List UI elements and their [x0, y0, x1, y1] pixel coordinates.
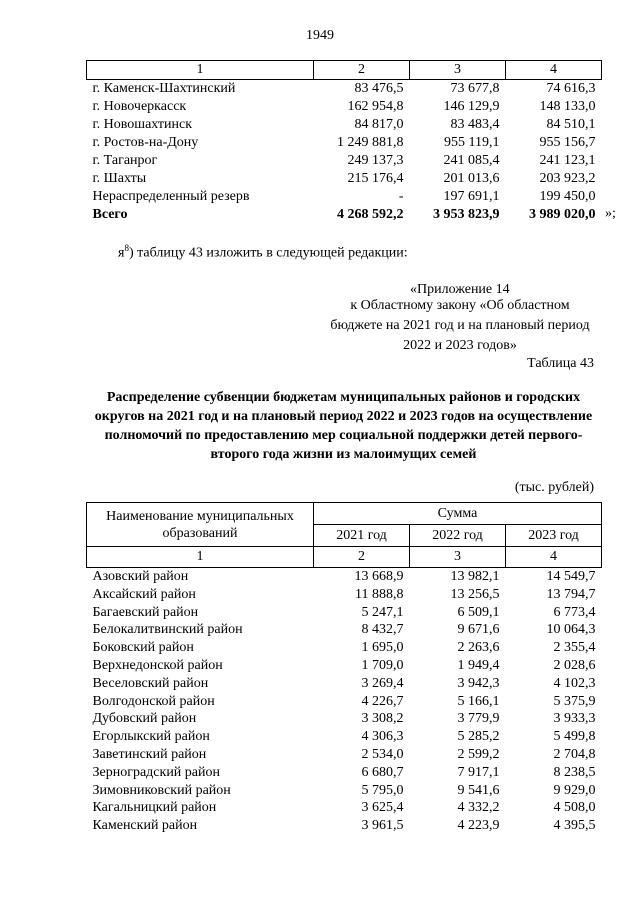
value-cell: 6 680,7: [361, 764, 404, 780]
municipality-name: г. Каменск-Шахтинский: [92, 81, 236, 96]
total-row: [87, 206, 602, 224]
value-cell: 3 942,3: [457, 675, 500, 691]
value-cell: 2 534,0: [361, 746, 404, 762]
value-cell: 83 476,5: [354, 81, 404, 96]
continued-table: [86, 60, 602, 224]
value-cell: 5 375,9: [553, 693, 596, 709]
table-row: [87, 621, 602, 639]
value-cell: 14 549,7: [546, 569, 596, 584]
table-row: [87, 639, 602, 657]
value-cell: 3 625,4: [361, 800, 404, 816]
value-cell: 8 432,7: [361, 622, 404, 638]
municipality-name: г. Ростов-на-Дону: [92, 135, 199, 150]
table-row: [87, 799, 602, 817]
table-number: Таблица 43: [527, 356, 594, 371]
total-value: 4 268 592,2: [337, 207, 404, 222]
value-cell: 13 982,1: [450, 569, 500, 584]
value-cell: 1 249 881,8: [337, 135, 404, 150]
value-cell: 955 156,7: [539, 135, 596, 150]
continued-table-body: [87, 61, 602, 225]
value-cell: 3 269,4: [361, 675, 404, 691]
value-cell: 249 137,3: [347, 153, 404, 168]
value-cell: 955 119,1: [444, 135, 500, 150]
value-cell: 3 961,5: [361, 818, 404, 834]
value-cell: 6 509,1: [457, 604, 500, 620]
column-number: 3: [410, 61, 506, 80]
table-row: [87, 604, 602, 622]
value-cell: 11 888,8: [355, 586, 404, 602]
column-number: 3: [410, 547, 506, 568]
table-row: [87, 80, 602, 99]
page-number: 1949: [306, 28, 334, 43]
value-cell: 5 285,2: [457, 729, 500, 745]
municipality-name: Зимовниковский район: [92, 782, 231, 798]
value-cell: 8 238,5: [553, 764, 596, 780]
value-cell: 3 308,2: [361, 711, 404, 727]
municipality-name: Аксайский район: [92, 586, 196, 602]
value-cell: -: [398, 189, 404, 204]
value-cell: 73 677,8: [450, 81, 500, 96]
table-row: [87, 188, 602, 206]
table-row: [87, 782, 602, 800]
value-cell: 146 129,9: [443, 99, 500, 114]
subsidy-table: [86, 502, 602, 835]
value-cell: 1 949,4: [457, 657, 500, 673]
table-row: [87, 116, 602, 134]
municipality-name: г. Новочеркасск: [92, 99, 187, 114]
value-cell: 4 306,3: [361, 729, 404, 745]
value-cell: 9 541,6: [457, 782, 500, 798]
table-row: [87, 746, 602, 764]
table-row: [87, 134, 602, 152]
year-column-header: 2023 год: [506, 525, 602, 547]
appendix-reference: к Областному закону «Об областном бюджете на 2021 год и на плановый период 2022 и 2023 годов»: [330, 298, 590, 353]
value-cell: 4 508,0: [553, 800, 596, 816]
value-cell: 4 102,3: [553, 675, 596, 691]
value-cell: 2 028,6: [553, 657, 596, 673]
table-heading: Распределение субвенции бюджетам муниципальных районов и городских округов на 2021 год и на плановый период 2022 и 2023 годов на осуществление полномочий по предоставлению мер социальной поддержки детей первого-второго года жизни из малоимущих семей: [94, 390, 593, 462]
municipality-name: Нераспределенный резерв: [92, 189, 250, 204]
value-cell: 83 483,4: [450, 117, 500, 132]
value-cell: 2 263,6: [457, 640, 500, 656]
value-cell: 5 247,1: [361, 604, 404, 620]
value-cell: 241 085,4: [443, 153, 500, 168]
value-cell: 1 709,0: [361, 657, 404, 673]
column-number: 2: [314, 547, 410, 568]
municipality-name: г. Шахты: [92, 171, 147, 186]
value-cell: 162 954,8: [347, 99, 404, 114]
footnote-ref: 8: [124, 243, 129, 253]
municipality-name: Зерноградский район: [92, 764, 220, 780]
table-row: [87, 586, 602, 604]
appendix-title: «Приложение 14: [410, 282, 510, 297]
quote-close-mark: »;: [605, 206, 616, 221]
total-value: 3 953 823,9: [433, 207, 500, 222]
value-cell: 2 355,4: [553, 640, 596, 656]
municipality-name: Веселовский район: [92, 675, 209, 691]
municipality-name: Заветинский район: [92, 746, 207, 762]
amendment-text: ) таблицу 43 изложить в следующей редакции:: [128, 245, 408, 261]
total-value: 3 989 020,0: [529, 207, 596, 222]
column-number-row: [87, 547, 602, 568]
column-number: 1: [87, 61, 314, 80]
column-number: 4: [506, 547, 602, 568]
table-row: [87, 764, 602, 782]
municipality-name: Багаевский район: [92, 604, 199, 620]
value-cell: 4 226,7: [361, 693, 404, 709]
value-cell: 3 933,3: [553, 711, 596, 727]
sum-column-header: Сумма: [314, 503, 602, 525]
value-cell: 203 923,2: [539, 171, 596, 186]
municipality-name: Кагальницкий район: [92, 800, 217, 816]
year-column-header: 2022 год: [410, 525, 506, 547]
column-number-row: [87, 61, 602, 80]
value-cell: 84 510,1: [546, 117, 596, 132]
value-cell: 74 616,3: [546, 81, 596, 96]
table-row: [87, 675, 602, 693]
value-cell: 5 499,8: [553, 729, 596, 745]
table-row: [87, 170, 602, 188]
total-label: Всего: [92, 207, 128, 222]
municipality-name: Дубовский район: [92, 711, 197, 727]
value-cell: 84 817,0: [354, 117, 404, 132]
value-cell: 201 013,6: [443, 171, 500, 186]
value-cell: 3 779,9: [457, 711, 500, 727]
value-cell: 13 794,7: [546, 586, 596, 602]
value-cell: 9 671,6: [457, 622, 500, 638]
municipality-name: Каменский район: [92, 818, 198, 834]
table-row: [87, 657, 602, 675]
value-cell: 13 256,5: [450, 586, 500, 602]
value-cell: 148 133,0: [539, 99, 596, 114]
municipality-name: Волгодонской район: [92, 693, 215, 709]
municipality-name: Белокалитвинский район: [92, 622, 243, 638]
municipality-name: Азовский район: [92, 569, 189, 584]
municipality-name: г. Новошахтинск: [92, 117, 193, 132]
table-row: [87, 693, 602, 711]
value-cell: 5 166,1: [457, 693, 500, 709]
units-label: (тыс. рублей): [514, 480, 594, 495]
municipality-name: Верхнедонской район: [92, 657, 223, 673]
column-number: 4: [506, 61, 602, 80]
table-row: [87, 728, 602, 746]
municipality-column-header: Наименование муниципальных образований: [87, 503, 314, 547]
value-cell: 10 064,3: [546, 622, 596, 638]
value-cell: 6 773,4: [553, 604, 596, 620]
column-number: 1: [87, 547, 314, 568]
municipality-name: Егорлыкский район: [92, 729, 210, 745]
subsidy-table-body: [87, 547, 602, 835]
value-cell: 199 450,0: [539, 189, 596, 204]
value-cell: 4 395,5: [553, 818, 596, 834]
column-number: 2: [314, 61, 410, 80]
amendment-letter: я: [118, 245, 125, 261]
value-cell: 7 917,1: [457, 764, 500, 780]
table-row: [87, 568, 602, 586]
value-cell: 241 123,1: [539, 153, 596, 168]
value-cell: 13 668,9: [354, 569, 404, 584]
value-cell: 1 695,0: [361, 640, 404, 656]
municipality-name: Боковский район: [92, 640, 194, 656]
year-column-header: 2021 год: [314, 525, 410, 547]
value-cell: 4 332,2: [457, 800, 500, 816]
value-cell: 9 929,0: [553, 782, 596, 798]
municipality-name: г. Таганрог: [92, 153, 158, 168]
value-cell: 2 704,8: [553, 746, 596, 762]
amendment-line: [118, 243, 408, 262]
value-cell: 5 795,0: [361, 782, 404, 798]
table-row: [87, 152, 602, 170]
value-cell: 2 599,2: [457, 746, 500, 762]
value-cell: 4 223,9: [457, 818, 500, 834]
value-cell: 215 176,4: [347, 171, 404, 186]
value-cell: 197 691,1: [443, 189, 500, 204]
table-row: [87, 710, 602, 728]
table-row: [87, 817, 602, 835]
table-row: [87, 98, 602, 116]
